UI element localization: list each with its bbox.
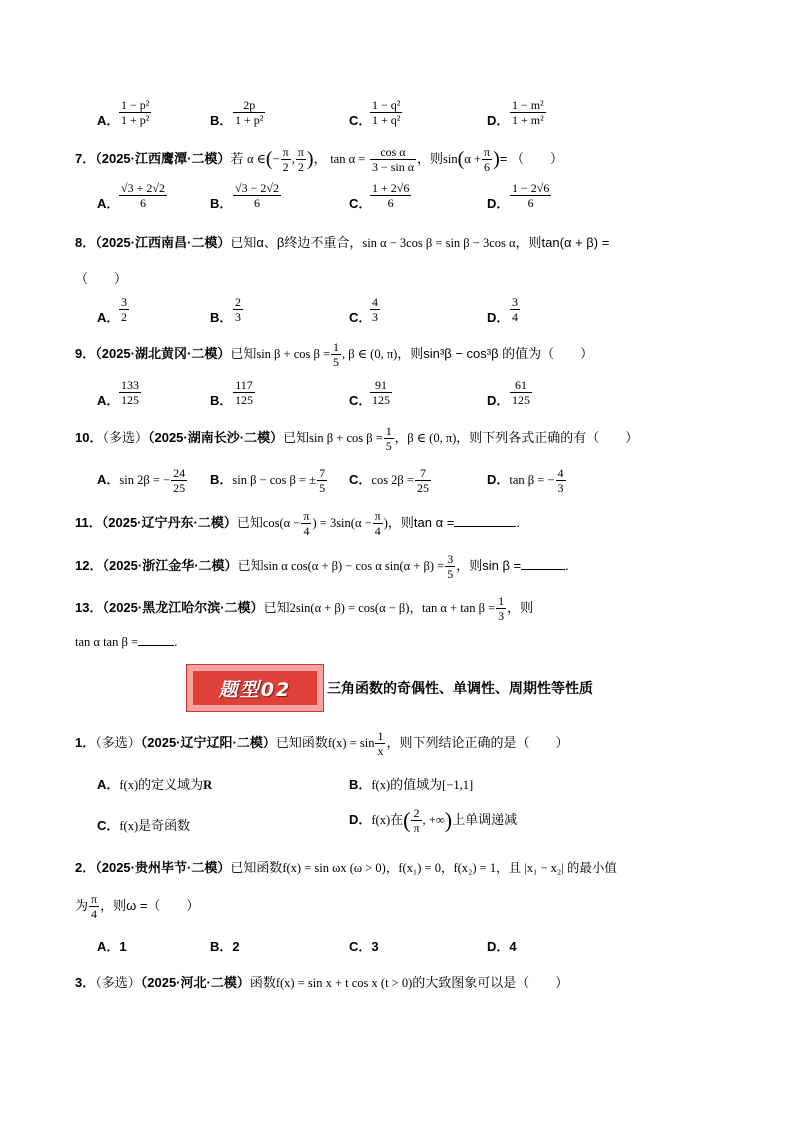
q13-equation-2: ，tan α + tan β =: [409, 600, 496, 615]
q9-frac-den: 5: [333, 355, 340, 369]
q6-b-den: 1 + p²: [235, 113, 264, 127]
q10-d-num: 4: [557, 466, 564, 480]
q10-option-c-text: cos 2β =: [371, 473, 414, 487]
q10-source: （2025·湖南长沙·二模）: [147, 429, 284, 445]
q8-source: （2025·江西南昌·二模）: [95, 235, 231, 250]
q11-pi-num-2: π: [374, 509, 381, 523]
q8-c-den: 3: [372, 310, 378, 324]
q12-number: 12．: [75, 557, 103, 573]
section-question-2: [75, 857, 617, 876]
q11-pi-num: π: [303, 509, 310, 523]
q7-text: 若: [230, 150, 244, 166]
q8-b-den: 3: [235, 310, 241, 324]
section-title: 三角函数的奇偶性、单调性、周期性等性质: [327, 681, 593, 697]
s1-option-d-interval: , +∞: [422, 812, 445, 827]
q7-c-den: 6: [387, 196, 394, 210]
q8-option-d: [509, 295, 521, 324]
q6-option-b: [232, 98, 266, 127]
section-question-3: [75, 972, 568, 991]
s1-function: f(x) = sin: [327, 735, 375, 750]
s2-condition-2: ，且 |x₁ − x₂| 的最小值: [496, 861, 617, 875]
q8-option-a-label: A．: [97, 310, 120, 325]
q7-a-den: 6: [139, 196, 146, 210]
q6-a-den: 1 + p²: [121, 113, 150, 127]
q9-text: 已知: [230, 345, 257, 361]
q13-equation: 2sin(α + β) = cos(α − β): [289, 600, 410, 615]
q11-eq-b: ) = 3sin(α −: [312, 515, 372, 530]
q10-option-b-label: B．: [210, 472, 233, 487]
q9-option-b-label: B．: [210, 393, 233, 408]
q10-d-den: 3: [557, 481, 564, 495]
s2-line2-a: 为: [75, 897, 89, 913]
q7-option-d: [509, 181, 552, 210]
s2-option-c-label: C．: [349, 939, 372, 954]
q13-tail: ，则: [507, 599, 534, 615]
s1-option-c-f: f(x): [119, 819, 139, 833]
s2-pi-den: 4: [91, 907, 98, 921]
q10-option-b: [210, 466, 328, 495]
q8-number: 8．: [75, 235, 96, 250]
q13-line2: tan α tan β =: [75, 635, 139, 649]
q7-c-num: 1 + 2√6: [372, 181, 410, 195]
q7-sin-lhs: sin: [443, 151, 458, 166]
q8-d-num: 3: [512, 295, 518, 309]
q10-a-num: 24: [173, 466, 186, 480]
q12-source: （2025·浙江金华·二模）: [102, 557, 238, 573]
q9-b-den: 125: [235, 393, 253, 407]
q13-source: （2025·黑龙江哈尔滨·二模）: [102, 599, 264, 615]
q11-source: （2025·辽宁丹东·二模）: [101, 514, 237, 530]
q13-number: 13．: [75, 599, 103, 615]
q10-option-a-label: A．: [97, 472, 120, 487]
q7-b-num: √3 − 2√2: [235, 181, 279, 195]
s1-option-d: D．f(x)在( $\frac{2}{\pi}$ , +∞)上单调递减: [349, 806, 518, 835]
q7-a-num: √3 + 2√2: [121, 181, 165, 195]
q13-text: 已知: [263, 599, 290, 615]
q10-frac-den: 5: [385, 439, 392, 453]
s1-option-b-text: 的值域为: [390, 777, 443, 792]
s3-tail: 的大致图象可以是（ ）: [412, 975, 569, 990]
s1-option-b: [349, 774, 473, 793]
q12-frac-num: 3: [447, 552, 454, 566]
q12-equation: sin α cos(α + β) − cos α sin(α + β) =: [263, 558, 445, 573]
q7-tan-num: cos α: [370, 145, 416, 160]
s2-source: （2025·贵州毕节·二模）: [95, 860, 231, 875]
q6-option-b-label: B．: [210, 113, 233, 128]
q7-paren-close: ): [306, 148, 314, 170]
q6-option-a-label: A．: [97, 113, 120, 128]
q10-tail: ，则下列各式正确的有（ ）: [456, 429, 639, 445]
q10-option-c-label: C．: [349, 472, 372, 487]
s2-line2-b: ，则ω =（ ）: [100, 897, 200, 913]
q13-end: .: [174, 634, 178, 649]
q12-tail: ，则sin β =: [456, 557, 522, 573]
q7-option-a-label: A．: [97, 196, 120, 211]
s2-function: f(x) = sin ωx (ω > 0): [282, 861, 386, 875]
q11-end: .: [516, 514, 520, 530]
s2-option-d: [487, 936, 517, 955]
q13-answer-blank[interactable]: [138, 633, 174, 646]
s2-option-a-value: 1: [119, 939, 127, 954]
s2-option-d-label: D．: [487, 939, 510, 954]
q11-pi-den-2: 4: [374, 524, 381, 538]
s1-option-d-label: D．: [349, 811, 372, 827]
s2-pi-num: π: [91, 892, 98, 906]
q8-option-c-label: C．: [349, 310, 372, 325]
q8-option-b: [232, 295, 244, 324]
s1-d-num: 2: [411, 806, 421, 821]
s1-option-a-text: 的定义域为: [138, 777, 204, 792]
q7-alpha-in: α ∈: [246, 151, 266, 166]
s1-source: （2025·辽宁辽阳·二模）: [140, 734, 276, 750]
q9-option-c-label: C．: [349, 393, 372, 408]
s1-multi-tag: （多选）: [95, 734, 141, 750]
q8-option-d-label: D．: [487, 310, 510, 325]
section-question-1: [75, 729, 569, 758]
q10-text: 已知: [283, 429, 310, 445]
q9-option-c: [369, 378, 393, 407]
q8-option-a: [118, 295, 130, 324]
section-badge: [186, 664, 324, 712]
q7-option-a: [118, 181, 168, 210]
q10-equation: sin β + cos β =: [309, 430, 383, 445]
s2-option-b-label: B．: [210, 939, 233, 954]
q7-tan-den: 3 − sin α: [371, 160, 414, 174]
s2-option-c: [349, 936, 379, 955]
q11-text: 已知: [236, 514, 263, 530]
s1-option-c-label: C．: [97, 818, 120, 833]
s1-option-a: [97, 774, 212, 793]
q8-option-c: [369, 295, 381, 324]
q8-equation: sin α − 3cos β = sin β − 3cos α: [362, 236, 516, 250]
q7-int-den2: 2: [297, 160, 304, 174]
question-7: 7．（2025·江西鹰潭·二模）若 α ∈(− $\frac{\pi}{2}$ , $\frac{\pi}{2}$ )， tan α = $\frac{\text{cos α}}{\text{3 − sin α}}$ ，则sin(α + $\frac{\pi}{6}$ )= （ ）: [75, 145, 563, 174]
q9-number: 9．: [75, 345, 96, 361]
s1-option-b-r: [−1,1]: [442, 778, 474, 792]
q9-c-den: 125: [372, 393, 390, 407]
q8-b-num: 2: [235, 295, 241, 309]
q6-d-num: 1 − m²: [512, 98, 544, 112]
q10-number: 10．: [75, 429, 103, 445]
q7-text-b: ，则: [417, 150, 444, 166]
s3-function: f(x) = sin x + t cos x (t > 0): [275, 976, 413, 990]
q7-option-b-label: B．: [210, 196, 233, 211]
s2-text: 已知函数: [230, 860, 283, 875]
question-9: [75, 340, 593, 369]
q6-option-c: [369, 98, 403, 127]
q10-domain: ，β ∈ (0, π): [394, 430, 457, 445]
q13-frac-num: 1: [498, 594, 505, 608]
question-13: [75, 594, 533, 623]
q10-a-den: 25: [173, 481, 186, 495]
s2-option-d-value: 4: [509, 939, 517, 954]
q8-a-num: 3: [121, 295, 127, 309]
q13-frac-den: 3: [498, 609, 505, 623]
s1-option-b-f: f(x): [371, 778, 391, 792]
s1-tail: ，则下列结论正确的是（ ）: [386, 734, 569, 750]
q7-option-b: [232, 181, 282, 210]
q8-option-b-label: B．: [210, 310, 233, 325]
q10-option-b-text: sin β − cos β = ±: [232, 473, 317, 487]
q6-option-d: [509, 98, 547, 127]
s1-option-a-r: R: [203, 778, 213, 792]
q9-d-den: 125: [512, 393, 530, 407]
q10-option-a: [97, 466, 188, 495]
q7-int-den1: 2: [282, 160, 289, 174]
q10-c-num: 7: [415, 466, 431, 481]
q6-option-d-label: D．: [487, 113, 510, 128]
s2-number: 2．: [75, 860, 96, 875]
s1-text: 已知函数: [275, 734, 328, 750]
q6-c-num: 1 − q²: [372, 98, 401, 112]
s3-source: （2025·河北·二模）: [140, 975, 250, 990]
q10-b-den: 5: [319, 481, 326, 495]
q10-c-den: 25: [416, 481, 429, 495]
q9-source: （2025·湖北黄冈·二模）: [95, 345, 231, 361]
q11-pi-den: 4: [303, 524, 310, 538]
q10-option-d: [487, 466, 567, 495]
q11-number: 11．: [75, 514, 102, 530]
q8-answer-paren: （ ）: [75, 271, 128, 286]
s1-option-c-text: 是奇函数: [138, 818, 191, 833]
q6-c-den: 1 + q²: [372, 113, 401, 127]
question-12: [75, 552, 569, 581]
section-question-2-line-2: [75, 892, 199, 921]
q9-frac-num: 1: [333, 340, 340, 354]
q9-option-a: [118, 378, 142, 407]
q9-domain: , β ∈ (0, π): [342, 346, 398, 361]
q10-option-d-label: D．: [487, 472, 510, 487]
s1-d-den: π: [413, 821, 420, 835]
q12-text: 已知: [237, 557, 264, 573]
q8-d-den: 4: [512, 310, 518, 324]
q8-tail: ，则tan(α + β) =: [515, 235, 610, 250]
q11-answer-blank[interactable]: [454, 514, 516, 527]
s2-option-c-value: 3: [371, 939, 379, 954]
q9-a-den: 125: [121, 393, 139, 407]
q12-end: .: [565, 557, 569, 573]
q7-end: = （ ）: [499, 150, 563, 166]
question-8: [75, 232, 609, 251]
q9-option-d-label: D．: [487, 393, 510, 408]
s1-option-c: [97, 815, 190, 834]
q9-c-num: 91: [370, 378, 392, 393]
q9-b-num: 117: [233, 378, 255, 393]
s3-number: 3．: [75, 975, 96, 990]
q6-option-c-label: C．: [349, 113, 372, 128]
s2-option-a-label: A．: [97, 939, 120, 954]
q7-option-d-label: D．: [487, 196, 510, 211]
q9-equation: sin β + cos β =: [256, 346, 331, 361]
q11-eq-a: cos(α −: [262, 515, 301, 530]
q9-tail: ，则sin³β − cos³β 的值为（ ）: [397, 345, 594, 361]
s1-number: 1．: [75, 734, 96, 750]
q11-eq-c: ): [383, 515, 388, 530]
s2-option-a: [97, 936, 127, 955]
q7-source: （2025·江西鹰潭·二模）: [95, 150, 231, 166]
question-13-line-2: [75, 633, 178, 650]
q8-text: 已知α、β终边不重合，: [230, 235, 363, 250]
q6-d-den: 1 + m²: [512, 113, 544, 127]
section-badge-label: 题型02: [193, 671, 317, 705]
q7-option-c: [369, 181, 412, 210]
s3-text: 函数: [249, 975, 276, 990]
q6-option-a: [118, 98, 152, 127]
s2-condition-1: ，f(x₁) = 0，f(x₂) = 1: [385, 861, 497, 875]
q10-option-a-text: sin 2β = −: [119, 473, 171, 487]
q9-option-b: [232, 378, 256, 407]
q8-a-den: 2: [121, 310, 127, 324]
s1-frac-num: 1: [377, 729, 384, 743]
s1-option-a-f: f(x): [119, 778, 139, 792]
q10-multi-tag: （多选）: [102, 429, 148, 445]
q7-sin-num: π: [484, 145, 491, 159]
s2-option-b-value: 2: [232, 939, 240, 954]
q10-frac-num: 1: [385, 424, 392, 438]
s1-option-d-f: f(x): [371, 812, 391, 827]
q10-b-num: 7: [319, 466, 326, 480]
q8-c-num: 4: [372, 295, 378, 309]
q7-option-c-label: C．: [349, 196, 372, 211]
s1-option-a-label: A．: [97, 777, 120, 792]
q7-int-num1: π: [282, 145, 289, 159]
question-11: [75, 509, 520, 538]
q7-d-den: 6: [527, 196, 534, 210]
q10-option-c: [349, 466, 432, 495]
q10-option-d-text: tan β = −: [509, 473, 555, 487]
q9-option-a-label: A．: [97, 393, 120, 408]
q7-number: 7．: [75, 150, 96, 166]
q11-tail: ，则tan α =: [387, 514, 455, 530]
question-10: [75, 424, 638, 453]
s2-option-b: [210, 936, 240, 955]
q7-tan-lhs: tan α =: [330, 151, 366, 166]
s1-option-d-text: 上单调递减: [452, 811, 518, 827]
q6-a-num: 1 − p²: [121, 98, 150, 112]
s1-option-d-in: 在: [390, 811, 404, 827]
q7-d-num: 1 − 2√6: [512, 181, 550, 195]
q7-b-den: 6: [253, 196, 260, 210]
q6-b-num: 2p: [233, 98, 265, 113]
q9-a-num: 133: [121, 378, 139, 392]
q7-int-num2: π: [297, 145, 304, 159]
q9-d-num: 61: [510, 378, 532, 393]
q9-option-d: [509, 378, 533, 407]
q12-frac-den: 5: [447, 567, 454, 581]
s3-multi-tag: （多选）: [95, 975, 141, 990]
s1-option-b-label: B．: [349, 777, 372, 792]
q7-sin-den: 6: [484, 160, 491, 174]
s1-frac-den: x: [377, 744, 384, 758]
q12-answer-blank[interactable]: [521, 557, 565, 570]
q7-paren-open: (: [265, 148, 273, 170]
